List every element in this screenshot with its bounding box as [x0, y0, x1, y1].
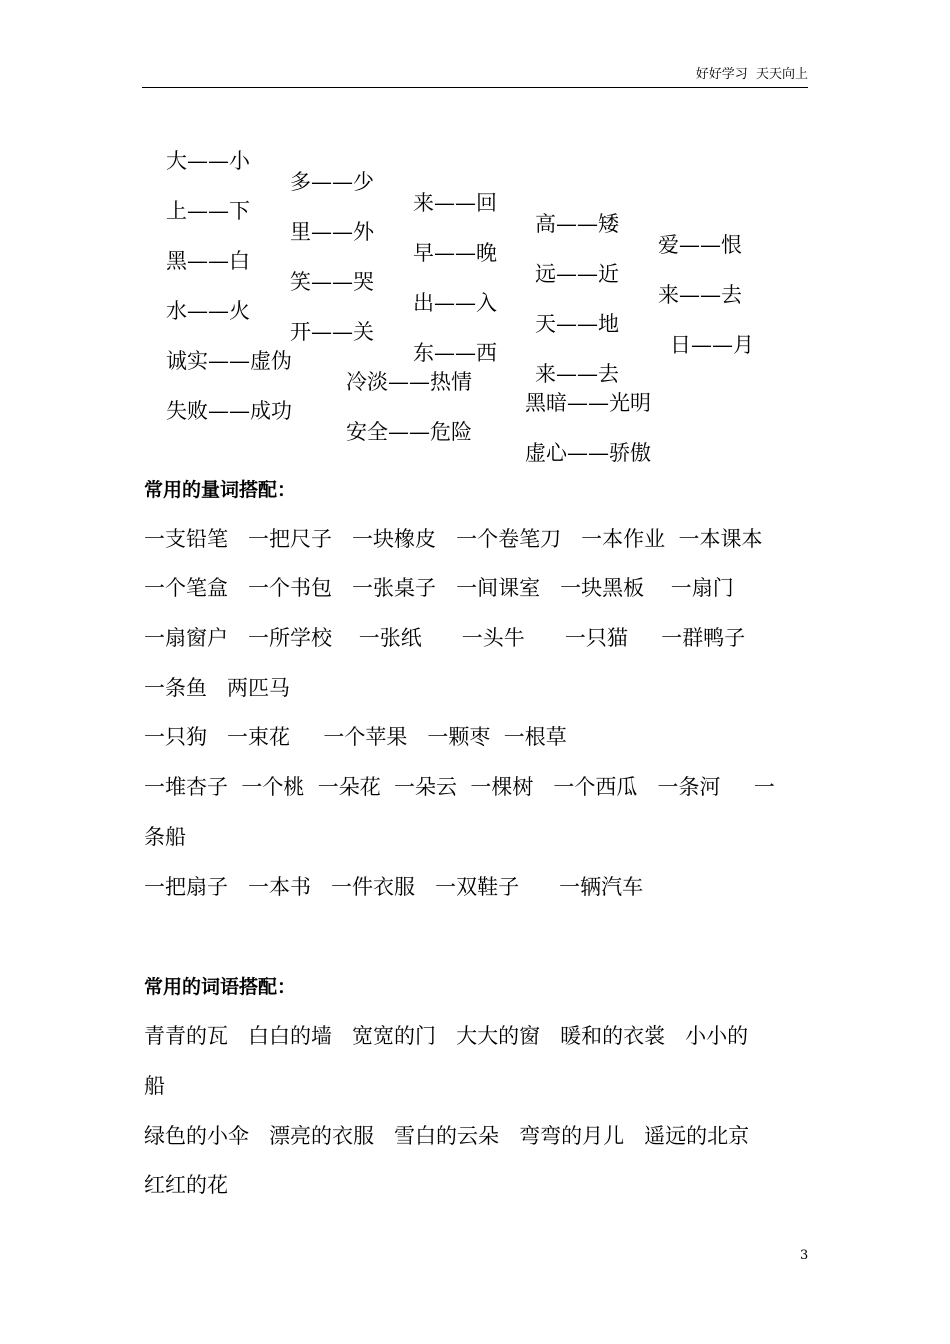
antonym-pair: 爱——恨 [658, 233, 742, 257]
antonym-pair: 远——近 [535, 262, 619, 286]
measure-words-line: 一只狗 一束花 一个苹果 一颗枣 一根草 [144, 725, 567, 749]
running-header: 好好学习 天天向上 [695, 67, 808, 82]
antonym-pair: 天——地 [535, 312, 619, 336]
antonym-pair: 黑——白 [166, 249, 250, 273]
word-pairs-line: 青青的瓦 白白的墙 宽宽的门 大大的窗 暖和的衣裳 小小的 [144, 1024, 749, 1048]
measure-words-line: 一个笔盒 一个书包 一张桌子 一间课室 一块黑板 一扇门 [144, 576, 734, 600]
word-pairs-line: 红红的花 [144, 1173, 228, 1197]
measure-words-line: 一支铅笔 一把尺子 一块橡皮 一个卷笔刀 一本作业 一本课本 [144, 527, 763, 551]
antonym-pair: 虚心——骄傲 [525, 441, 651, 465]
measure-words-line: 一扇窗户 一所学校 一张纸 一头牛 一只猫 一群鸭子 [144, 626, 746, 650]
antonym-pair: 多——少 [290, 170, 374, 194]
word-pairs-heading: 常用的词语搭配： [144, 976, 297, 998]
antonym-pair: 东——西 [413, 341, 497, 365]
antonym-pair: 早——晚 [413, 241, 497, 265]
antonym-pair: 来——去 [658, 283, 742, 307]
word-pairs-line: 船 [144, 1074, 165, 1098]
antonym-pair: 黑暗——光明 [525, 391, 651, 415]
antonym-pair: 高——矮 [535, 212, 619, 236]
measure-words-line: 一把扇子 一本书 一件衣服 一双鞋子 一辆汽车 [144, 875, 644, 899]
antonym-pair: 里——外 [290, 220, 374, 244]
measure-words-line: 条船 [144, 825, 186, 849]
word-pairs-line: 绿色的小伞 漂亮的衣服 雪白的云朵 弯弯的月儿 遥远的北京 [144, 1124, 750, 1148]
antonym-pair: 来——回 [413, 191, 497, 215]
measure-words-heading: 常用的量词搭配： [144, 479, 297, 501]
antonym-pair: 开——关 [290, 320, 374, 344]
page-number: 3 [800, 1248, 809, 1263]
antonym-pair: 出——入 [413, 291, 497, 315]
antonym-pair: 水——火 [166, 299, 250, 323]
measure-words-line: 一条鱼 两匹马 [144, 676, 291, 700]
antonym-pair: 失败——成功 [166, 399, 292, 423]
antonym-pair: 诚实——虚伪 [166, 349, 292, 373]
antonym-pair: 日——月 [670, 333, 754, 357]
antonym-pair: 冷淡——热情 [346, 370, 472, 394]
antonym-pair: 上——下 [166, 199, 250, 223]
measure-words-line: 一堆杏子 一个桃 一朵花 一朵云 一棵树 一个西瓜 一条河 一 [144, 775, 775, 799]
antonym-pair: 笑——哭 [290, 270, 374, 294]
antonym-pair: 大——小 [166, 149, 250, 173]
antonym-pair: 安全——危险 [346, 420, 472, 444]
antonym-pair: 来——去 [535, 362, 619, 386]
